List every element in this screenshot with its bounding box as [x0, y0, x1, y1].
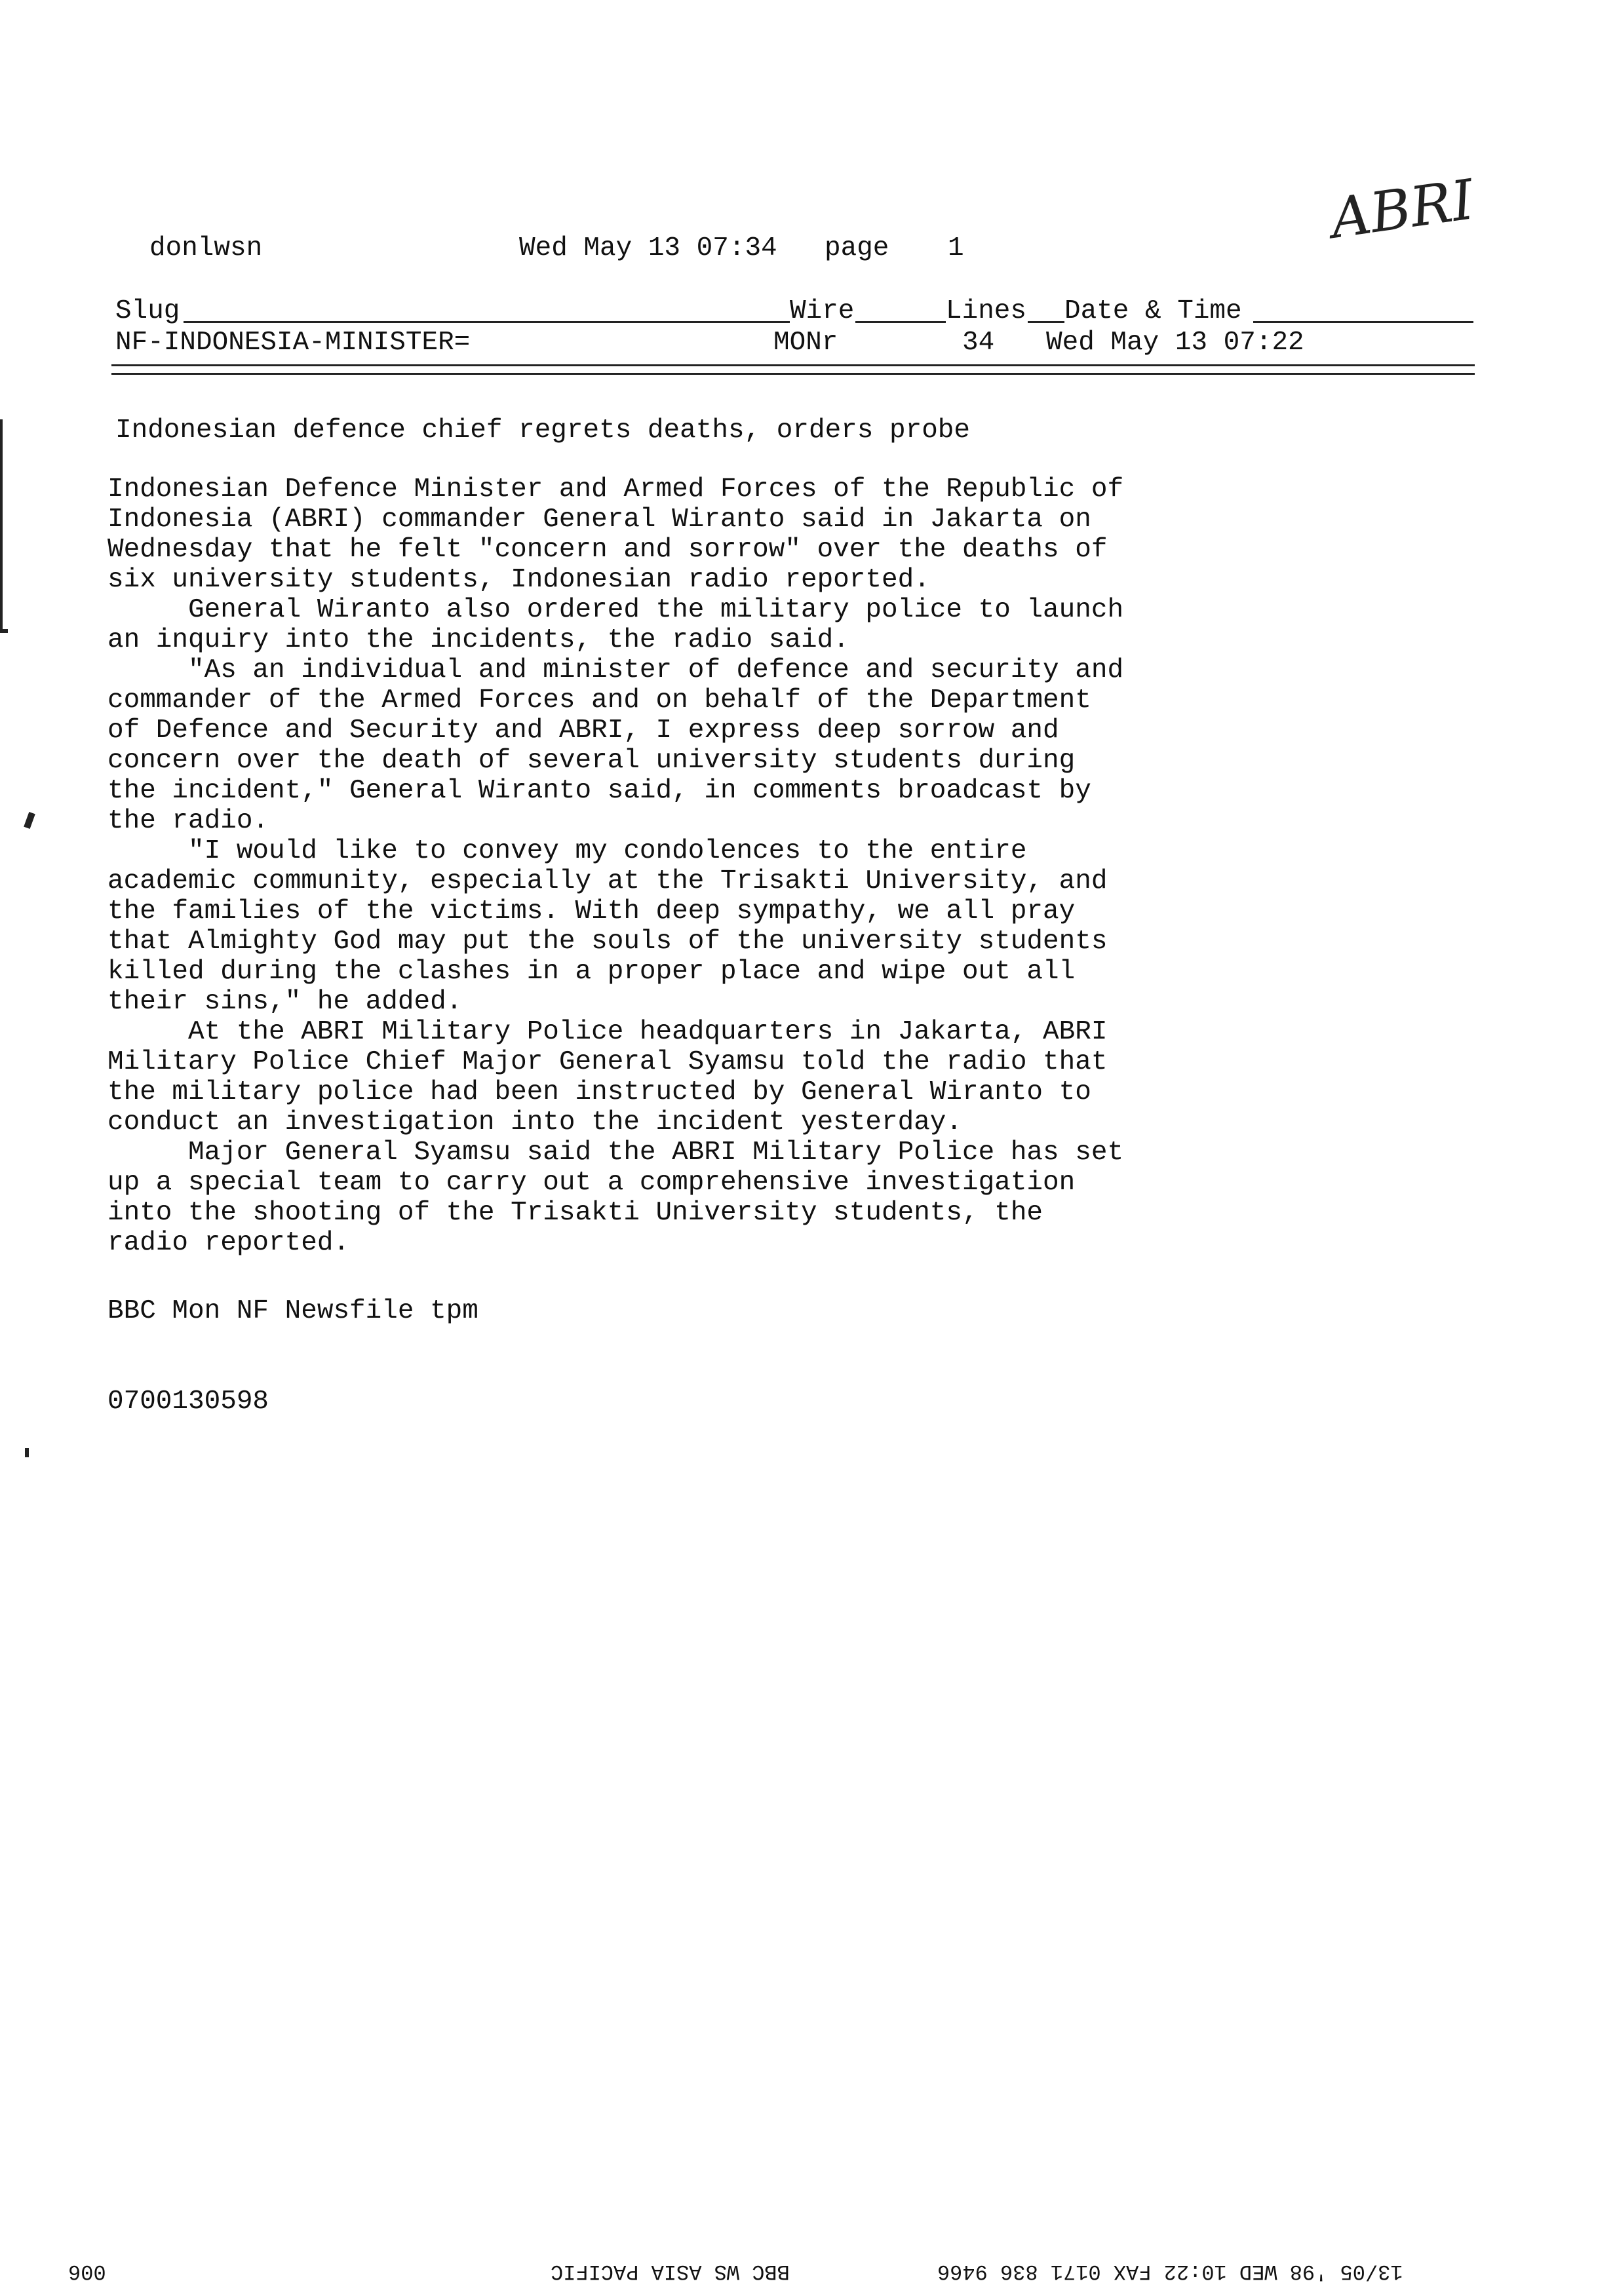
body-line: the radio. [107, 806, 269, 836]
body-line: the military police had been instructed by General Wiranto to [107, 1077, 1091, 1107]
separator-double-line [111, 364, 1475, 375]
document-id: 0700130598 [107, 1387, 269, 1417]
body-line: Indonesia (ABRI) commander General Wiranto said in Jakarta on [107, 505, 1091, 535]
body-line: academic community, especially at the Trisakti University, and [107, 866, 1108, 896]
scan-mark [0, 419, 3, 629]
body-line: commander of the Armed Forces and on behalf of the Department [107, 685, 1091, 716]
body-line: conduct an investigation into the incident yesterday. [107, 1107, 963, 1138]
slug-underline [184, 321, 790, 323]
body-line: the families of the victims. With deep sympathy, we all pray [107, 896, 1076, 927]
row-date-time: Wed May 13 07:22 [1046, 328, 1304, 358]
handwritten-note-text: ABRI [1327, 167, 1478, 251]
body-line: "As an individual and minister of defence and security and [107, 655, 1124, 685]
row-lines: 34 [962, 328, 995, 358]
datetime-underline [1253, 321, 1473, 323]
header-datetime: Wed May 13 07:34 [519, 233, 777, 263]
header-page-label: page [825, 233, 889, 263]
body-line: concern over the death of several university students during [107, 746, 1076, 776]
body-line: the incident," General Wiranto said, in comments broadcast by [107, 776, 1091, 806]
body-line: At the ABRI Military Police headquarters in Jakarta, ABRI [107, 1017, 1108, 1047]
body-line: radio reported. [107, 1228, 350, 1258]
body-line: "I would like to convey my condolences to the entire [107, 836, 1027, 866]
body-line: into the shooting of the Trisakti University students, the [107, 1198, 1043, 1228]
wire-underline [855, 321, 946, 323]
body-line: up a special team to carry out a comprehensive investigation [107, 1168, 1076, 1198]
row-slug: NF-INDONESIA-MINISTER= [115, 328, 471, 358]
body-line: Wednesday that he felt "concern and sorrow" over the deaths of [107, 535, 1108, 565]
body-line: their sins," he added. [107, 987, 463, 1017]
scan-mark [0, 629, 8, 633]
body-line: of Defence and Security and ABRI, I express deep sorrow and [107, 716, 1059, 746]
handwritten-note [1327, 167, 1477, 251]
headline: Indonesian defence chief regrets deaths, orders probe [115, 415, 971, 446]
fax-footer-right: 006 [68, 2259, 106, 2284]
scan-mark [25, 1448, 29, 1457]
body-line: General Wiranto also ordered the military police to launch [107, 595, 1124, 625]
body-line: that Almighty God may put the souls of the university students [107, 927, 1108, 957]
header-page-number: 1 [948, 233, 964, 263]
column-lines: Lines [946, 296, 1027, 326]
row-wire: MONr [773, 328, 838, 358]
header-user: donlwsn [149, 233, 263, 263]
lines-underline [1028, 321, 1064, 323]
scan-mark [24, 812, 35, 829]
body-line: Indonesian Defence Minister and Armed Forces of the Republic of [107, 474, 1124, 505]
column-date-time: Date & Time [1064, 296, 1242, 326]
body-line: an inquiry into the incidents, the radio said. [107, 625, 849, 655]
article-body [107, 474, 1222, 1258]
column-slug: Slug [115, 296, 180, 326]
body-line: killed during the clashes in a proper place and wipe out all [107, 957, 1076, 987]
column-wire: Wire [790, 296, 855, 326]
fax-footer-left: 13/05 '98 WED 10:22 FAX 0171 836 9466 [937, 2259, 1403, 2284]
body-line: six university students, Indonesian radio reported. [107, 565, 930, 595]
body-line: Military Police Chief Major General Syamsu told the radio that [107, 1047, 1108, 1077]
fax-footer-middle: BBC WS ASIA PACIFIC [551, 2259, 790, 2284]
source-line: BBC Mon NF Newsfile tpm [107, 1296, 478, 1326]
body-line: Major General Syamsu said the ABRI Military Police has set [107, 1138, 1124, 1168]
